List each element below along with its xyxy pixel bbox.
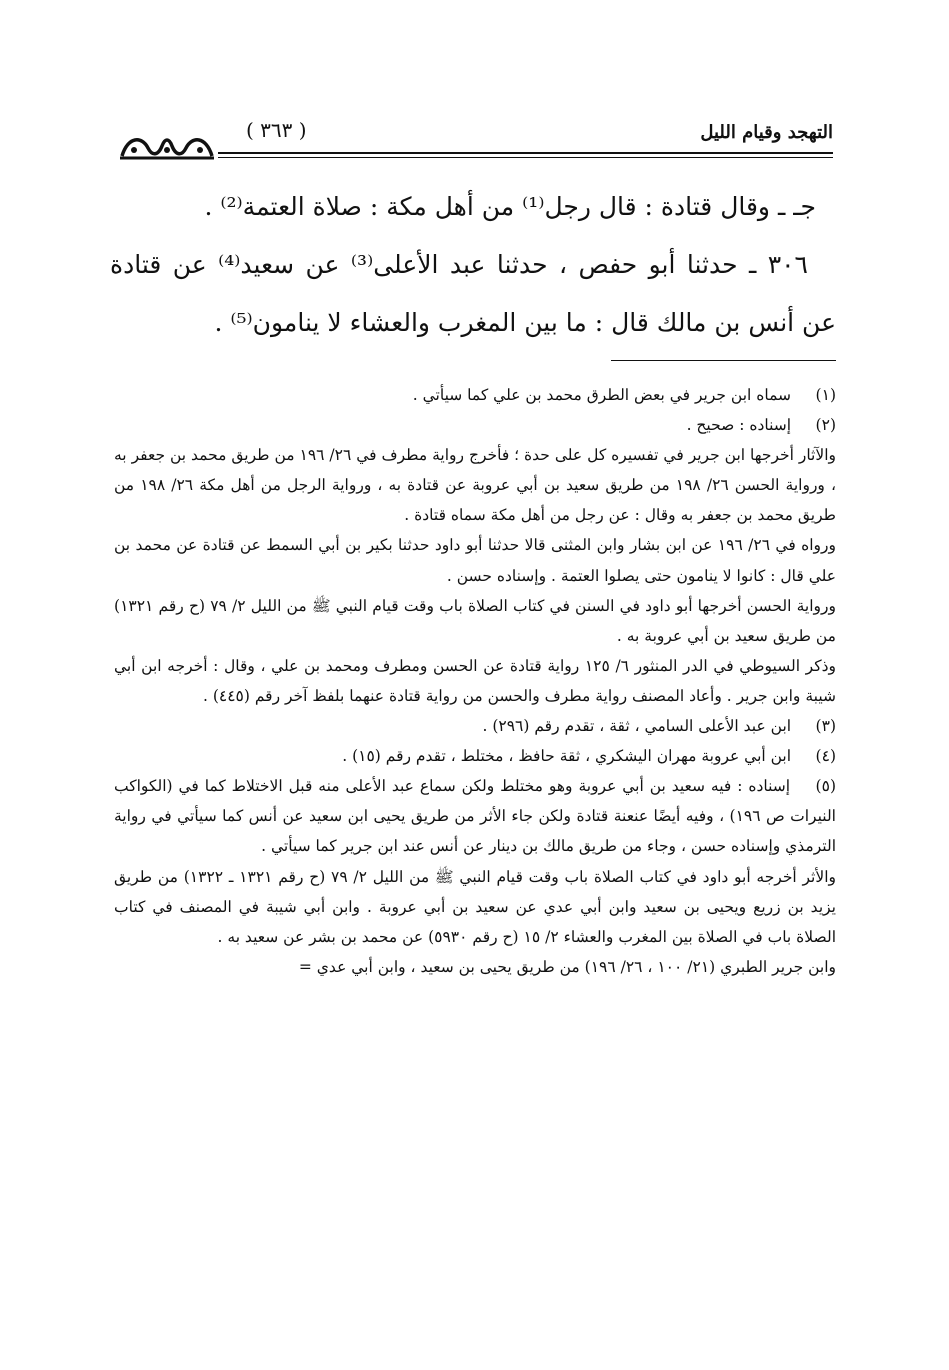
footnote-text: إسناده : فيه سعيد بن أبي عروبة وهو مختلط ولكن سماع عبد الأعلى منه قبل الاختلاط كما في (الكواكب النيرات ص ١٩٦) ، وفيه أيضًا عنعنة قتادة ولكن جاء الأثر من طريق يحيى ابن سعيد عن أنس كما سيأتي في رواية الترمذي وإسناده حسن ، وجاء من طريق مالك بن دينار عن أنس عند ابن جرير كما سيأتي .: [114, 777, 836, 856]
footnote-2-paragraph-2: ورواه في ٢٦/ ١٩٦ عن ابن بشار وابن المثنى قالا حدثنا أبو داود حدثنا بكير بن أبي السمط عن قتادة عن محمد بن علي قال : كانوا لا ينامون حتى يصلوا العتمة . وإسناده حسن .: [114, 536, 836, 585]
footnotes: [114, 380, 836, 982]
footnote-separator: [611, 360, 836, 361]
header-rule: [218, 152, 833, 154]
footnote-number: (١): [815, 386, 836, 404]
footnote-number: (٤): [815, 747, 836, 766]
main-paragraph-2: ٣٠٦ ـ حدثنا أبو حفص ، حدثنا عبد الأعلى⁽³⁾ عن سعيد⁽⁴⁾ عن قتادة عن أنس بن مالك قال : ما بين المغرب والعشاء لا ينامون⁽⁵⁾ .: [110, 250, 836, 337]
page-number: ( ٣٦٣ ): [246, 118, 307, 142]
footnote-1: [114, 380, 836, 410]
footnote-2: [114, 410, 836, 440]
footnote-4: [114, 741, 836, 771]
decorative-ornament-icon: [118, 130, 216, 164]
footnote-text: ابن عبد الأعلى السامي ، ثقة ، تقدم رقم (٢٩٦) .: [482, 717, 792, 736]
footnote-2-paragraph-3: ورواية الحسن أخرجها أبو داود في السنن في كتاب الصلاة باب وقت قيام النبي ﷺ من الليل ٢/ ٧٩ (ح رقم ١٣٢١) من طريق سعيد بن أبي عروبة به .: [114, 596, 836, 645]
footnote-text: ابن أبي عروبة مهران اليشكري ، ثقة حافظ ، مختلط ، تقدم رقم (١٥) .: [342, 747, 792, 766]
footnote-number: (٣): [815, 717, 836, 736]
footnote-2-paragraph-4: وذكر السيوطي في الدر المنثور ٦/ ١٢٥ رواية قتادة عن الحسن ومطرف ومحمد بن علي ، وقال : أخرجه ابن أبي شيبة وابن جرير . وأعاد المصنف رواية مطرف والحسن من رواية قتادة عنهما بلفظ آخر رقم (٤٤٥) .: [114, 656, 836, 705]
footnote-text: إسناده : صحيح .: [686, 416, 792, 435]
footnote-5-paragraph-1: والأثر أخرجه أبو داود في كتاب الصلاة باب وقت قيام النبي ﷺ من الليل ٢/ ٧٩ (ح رقم ١٣٢١ ـ ١٣٢٢) من طريق يزيد بن زريع ويحيى بن سعيد وابن أبي عدي عن سعيد بن أبي عروبة . وابن أبي شيبة في المصنف في كتاب الصلاة باب في الصلاة بين المغرب والعشاء ٢/ ١٥ (ح رقم ٥٩٣٠) عن محمد بن بشر عن سعيد به .: [114, 867, 836, 946]
page-header: [118, 112, 833, 164]
footnote-number: (٢): [815, 416, 836, 435]
main-text: [110, 178, 836, 352]
main-paragraph-1: جـ ـ وقال قتادة : قال رجل⁽¹⁾ من أهل مكة : صلاة العتمة⁽²⁾ .: [204, 192, 816, 221]
footnote-3: [114, 711, 836, 741]
running-title: التهجد وقيام الليل: [700, 122, 833, 143]
footnote-5: [114, 771, 836, 861]
footnote-5-paragraph-2: وابن جرير الطبري (٢١/ ١٠٠ ، ٢٦/ ١٩٦) من طريق يحيى بن سعيد ، وابن أبي عدي =: [298, 957, 836, 976]
footnote-number: (٥): [815, 777, 836, 796]
footnote-2-paragraph-1: والآثار أخرجها ابن جرير في تفسيره كل على حدة ؛ فأخرج رواية مطرف في ٢٦/ ١٩٦ من طريق محمد بن جعفر به ، ورواية الحسن ٢٦/ ١٩٨ من طريق سعيد بن أبي عروبة عن قتادة به ، ورواية الرجل من أهل مكة ٢٦/ ١٩٨ من طريق محمد بن جعفر به وقال : عن رجل من أهل مكة سماه قتادة .: [114, 446, 837, 525]
footnote-text: سماه ابن جرير في بعض الطرق محمد بن علي كما سيأتي .: [412, 386, 792, 404]
header-rule-thin: [218, 157, 833, 158]
